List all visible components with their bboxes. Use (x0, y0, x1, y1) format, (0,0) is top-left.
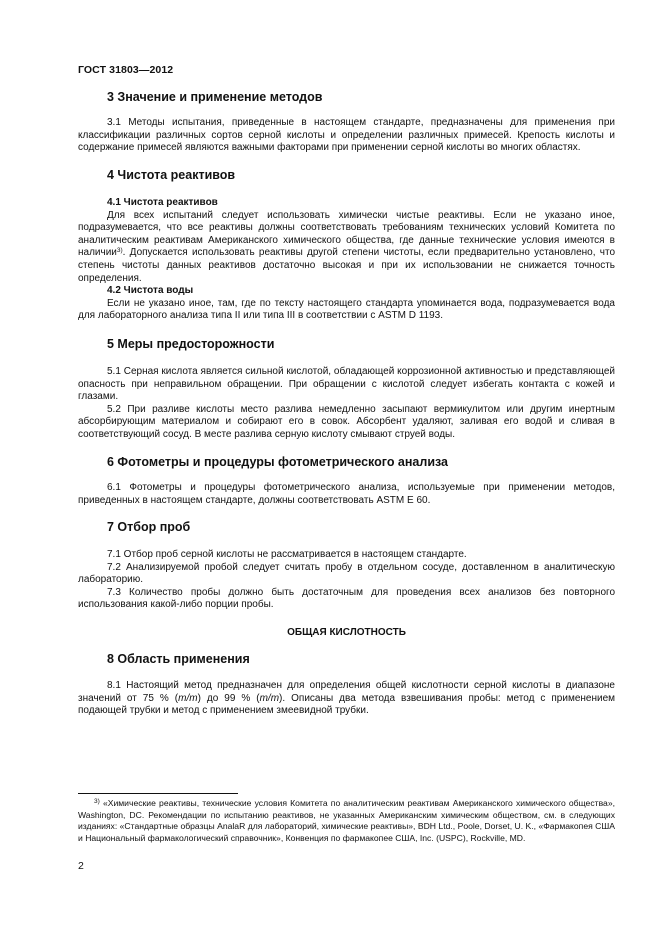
footnote-divider (78, 793, 238, 794)
paragraph-7-2: 7.2 Анализируемой пробой следует считать пробу в отдельном сосуде, доставленном в аналитическую лабораторию. (78, 561, 615, 586)
section-4-title: 4 Чистота реактивов (107, 168, 236, 182)
subsection-4-2-title: 4.2 Чистота воды (107, 285, 194, 297)
section-7-title: 7 Отбор проб (107, 520, 191, 534)
paragraph-7-3: 7.3 Количество пробы должно быть достаточным для проведения всех анализов без повторного использования какой-либо порции пробы. (78, 586, 615, 611)
paragraph-8-1: 8.1 Настоящий метод предназначен для определения общей кислотности серной кислоты в диапазоне значений от 75 % (m/m) до 99 % (m/m). Описаны два метода взвешивания пробы: метод с применением подающей трубки и метод с применением змеевидной трубки. (78, 680, 616, 717)
paragraph-4-2: Если не указано иное, там, где по тексту настоящего стандарта упоминается вода, подразумевается вода для лабораторного анализа типа II или типа III в соответствии с ASTM D 1193. (78, 297, 615, 322)
page-number: 2 (78, 860, 84, 872)
standard-code: ГОСТ 31803 (78, 64, 139, 76)
footnote (78, 798, 615, 844)
header-dash: — (138, 64, 150, 76)
document-header (78, 64, 173, 76)
paragraph-7-1: 7.1 Отбор проб серной кислоты не рассматривается в настоящем стандарте. (107, 549, 467, 560)
total-acidity-heading: ОБЩАЯ КИСЛОТНОСТЬ (287, 627, 406, 638)
unit-mass-fraction: m/m (259, 692, 280, 704)
section-8-body (78, 680, 615, 718)
section-8-title: 8 Область применения (107, 652, 250, 666)
section-6-body (78, 482, 615, 507)
footnote-ref: 3) (116, 247, 123, 255)
section-7-body (78, 549, 615, 612)
paragraph-6-1: 6.1 Фотометры и процедуры фотометрического анализа, используемые при применении методов, приведенных в настоящем стандарте, должны соответствовать ASTM E 60. (78, 482, 615, 506)
unit-mass-fraction: m/m (178, 692, 198, 704)
paragraph-4-1: Для всех испытаний следует использовать химически чистые реактивы. Если не указано иное, подразумевается, что все реактивы должны соответствовать требованиям технических условий Комитета по аналитическим реактивам Американского химического общества, где данные технические условия имеются в наличии$^{3)}$. Допускается использовать реактивы другой степени чистоты, если предварительно установлено, что степень чистоты данных реактивов достаточно высокая и при их использовании не снижается точность определения. (78, 209, 615, 284)
paragraph-3-1: 3.1 Методы испытания, приведенные в настоящем стандарте, предназначены для применения при классификации различных сортов серной кислоты и определении различных примесей. Крепость кислоты и содержание примесей являются важными факторами при применении серной кислоты во многих областях. (78, 117, 615, 154)
subsection-4-1-title: 4.1 Чистота реактивов (107, 197, 218, 208)
footnote-3: $^{3)}$ «Химические реактивы, технические условия Комитета по аналитическим реактивам Американского химического общества», Washington, DC. Рекомендации по испытанию реактивов, не указанных Американским химическим обществом, см. в следующих изданиях: «Стандартные образцы AnalaR для лабораторий, химические реактивы», BDH Ltd., Poole, Dorset, U. K., «Фармакопея США и Национальный фармакологический справочник», Конвенция по фармакопее США, Inc. (USPC), Rockville, MD. (78, 798, 615, 843)
section-6-title: 6 Фотометры и процедуры фотометрического анализа (107, 455, 449, 469)
section-4-body (78, 197, 615, 323)
paragraph-5-2: 5.2 При разливе кислоты место разлива немедленно засыпают вермикулитом или другим инертным абсорбирующим материалом и собирают его в совок. Абсорбент удаляют, заливая его водой и сливая в соответствующий сосуд. В месте разлива серную кислоту смывают струей воды. (78, 403, 615, 440)
footnote-marker: 3) (94, 798, 100, 805)
section-5-title: 5 Меры предосторожности (107, 337, 275, 351)
section-3-body (78, 117, 615, 155)
standard-year: 2012 (149, 64, 174, 76)
paragraph-5-1: 5.1 Серная кислота является сильной кислотой, обладающей коррозионной активностью и представляющей опасность при неправильном обращении. При обращении с кислотой следует избегать контакта с кожей и глазами. (78, 366, 615, 403)
section-5-body (78, 366, 615, 442)
section-3-title: 3 Значение и применение методов (107, 90, 323, 104)
